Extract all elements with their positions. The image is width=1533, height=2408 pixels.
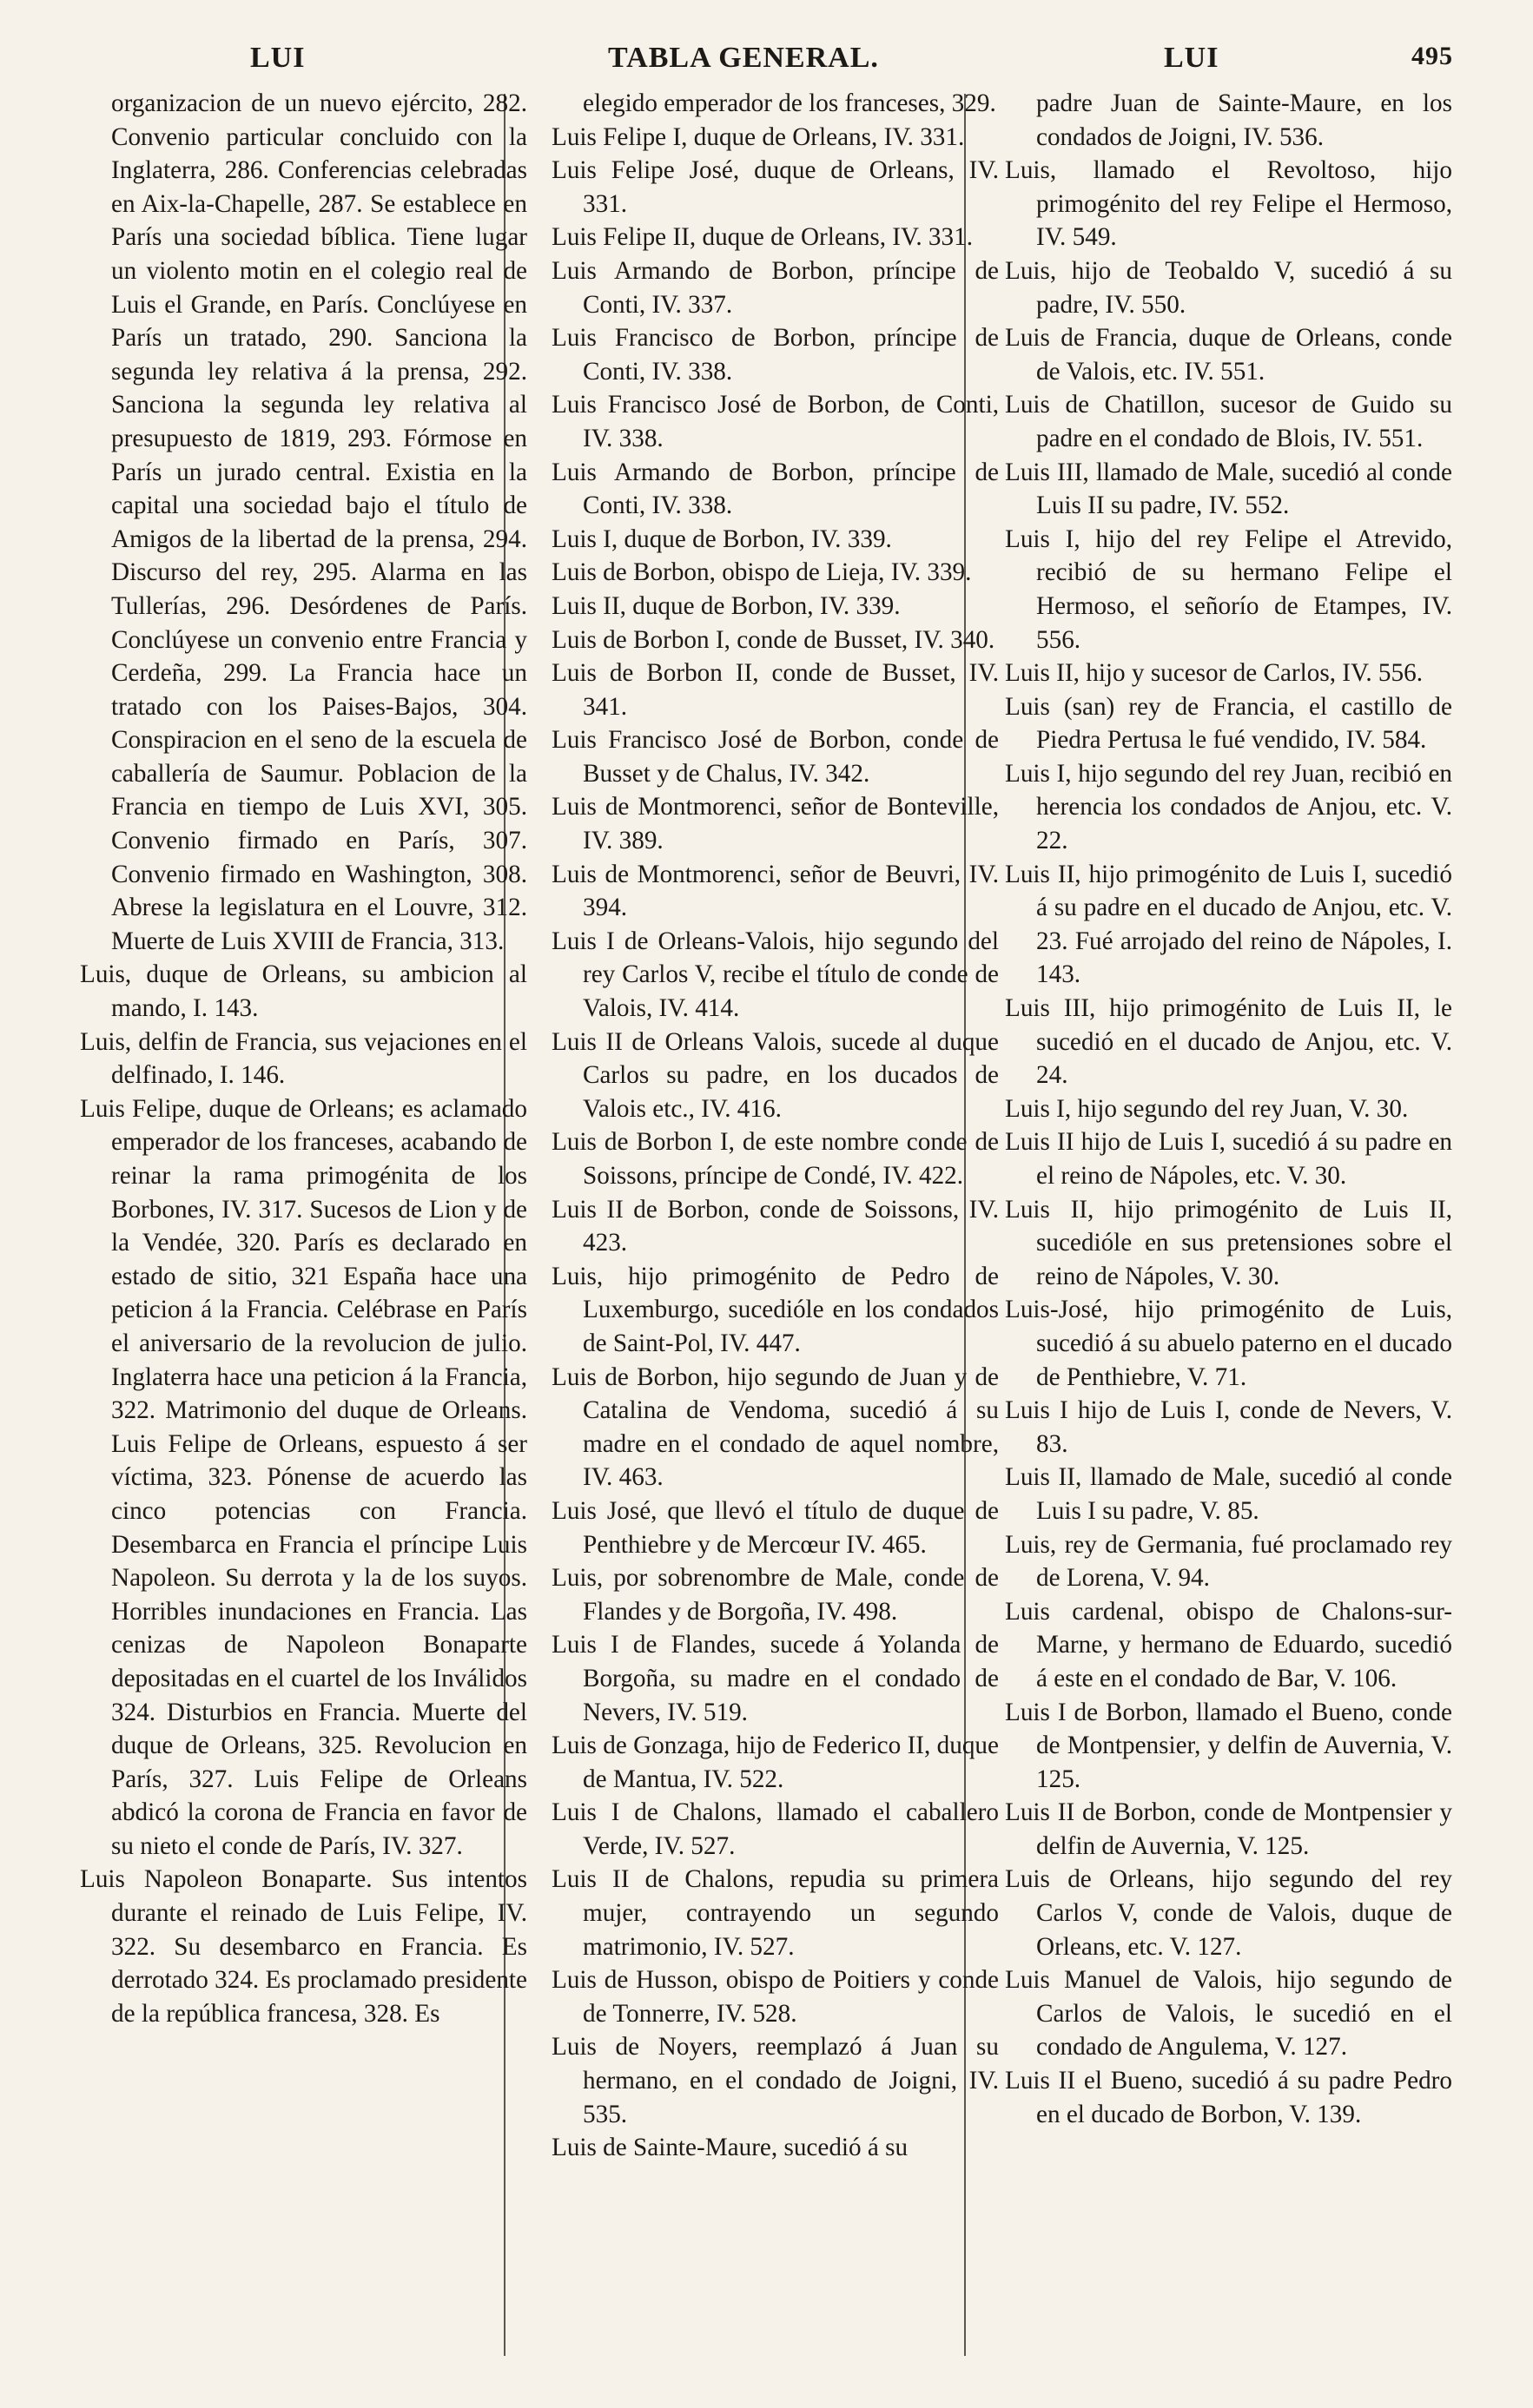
index-entry: Luis Felipe I, duque de Orleans, IV. 331. bbox=[552, 122, 965, 151]
index-entry: Luis Felipe, duque de Orleans; es aclamado emperador de los franceses, acabando de reinar la rama primogénita de los Borbones, IV. 317. Sucesos de Lion y de la Vendée, 320. París es declarado en estado de sitio, 321 España hace una peticion á la Francia. Celébrase en París el aniversario de la revolucion de julio. Inglaterra hace una peticion á la Francia, 322. Matrimonio del duque de Orleans. Luis Felipe de Orleans, espuesto á ser víctima, 323. Pónense de acuerdo las cinco potencias con Francia. Desembarca en Francia el príncipe Luis Napoleon. Su derrota y la de los suyos. Horribles inundaciones en Francia. Las cenizas de Napoleon Bonaparte depositadas en el cuartel de los Inválidos 324. Disturbios en Francia. Muerte del duque de Orleans, 325. Revolucion en París, 327. Luis Felipe de Orleans abdicó la corona de Francia en favor de su nieto el conde de París, IV. 327. bbox=[80, 1094, 527, 1860]
index-entry: Luis I de Chalons, llamado el caballero Verde, IV. 527. bbox=[552, 1798, 999, 1860]
index-entry: Luis de Francia, duque de Orleans, conde de Valois, etc. IV. 551. bbox=[1005, 324, 1452, 386]
index-entry: Luis II de Orleans Valois, sucede al duque Carlos su padre, en los ducados de Valois etc., IV. 416. bbox=[552, 1027, 999, 1123]
index-entry: Luis de Borbon I, conde de Busset, IV. 340. bbox=[552, 625, 995, 654]
index-entry: Luis II de Chalons, repudia su primera mujer, contrayendo un segundo matrimonio, IV. 527. bbox=[552, 1865, 999, 1961]
index-entry: Luis Armando de Borbon, príncipe de Conti, IV. 337. bbox=[552, 256, 999, 319]
index-entry: Luis Felipe José, duque de Orleans, IV. 331. bbox=[552, 156, 999, 218]
index-entry: Luis II de Borbon, conde de Soissons, IV. 423. bbox=[552, 1195, 999, 1257]
index-entry: Luis, hijo de Teobaldo V, sucedió á su padre, IV. 550. bbox=[1005, 256, 1452, 319]
index-column-2 bbox=[552, 87, 999, 2165]
page-number: 495 bbox=[1411, 42, 1453, 70]
index-entry: elegido emperador de los franceses, 329. bbox=[583, 89, 996, 117]
index-entry: Luis Felipe II, duque de Orleans, IV. 331. bbox=[552, 223, 974, 252]
index-entry: Luis, por sobrenombre de Male, conde de Flandes y de Borgoña, IV. 498. bbox=[552, 1564, 999, 1626]
index-entry: Luis, rey de Germania, fué proclamado rey de Lorena, V. 94. bbox=[1005, 1530, 1452, 1593]
index-entry: Luis-José, hijo primogénito de Luis, sucedió á su abuelo paterno en el ducado de Penthiebre, V. 71. bbox=[1005, 1296, 1452, 1391]
index-entry: Luis III, llamado de Male, sucedió al conde Luis II su padre, IV. 552. bbox=[1005, 458, 1452, 520]
running-header bbox=[0, 42, 1533, 85]
index-entry: Luis I de Borbon, llamado el Bueno, conde de Montpensier, y delfin de Auvernia, V. 125. bbox=[1005, 1698, 1452, 1793]
index-entry: Luis Armando de Borbon, príncipe de Conti, IV. 338. bbox=[552, 458, 999, 520]
index-entry: Luis, hijo primogénito de Pedro de Luxemburgo, sucedióle en los condados de Saint-Pol, IV. 447. bbox=[552, 1262, 999, 1357]
index-entry: Luis I hijo de Luis I, conde de Nevers, V. 83. bbox=[1005, 1396, 1452, 1458]
index-entry: Luis I de Orleans-Valois, hijo segundo del rey Carlos V, recibe el título de conde de Valois, IV. 414. bbox=[552, 927, 999, 1023]
index-entry: Luis II, llamado de Male, sucedió al conde Luis I su padre, V. 85. bbox=[1005, 1463, 1452, 1525]
index-entry: Luis I de Flandes, sucede á Yolanda de Borgoña, su madre en el condado de Nevers, IV. 519. bbox=[552, 1631, 999, 1726]
index-entry: Luis de Husson, obispo de Poitiers y conde de Tonnerre, IV. 528. bbox=[552, 1966, 999, 2028]
index-entry: organizacion de un nuevo ejército, 282. Convenio particular concluido con la Inglaterra, 286. Conferencias celebradas en Aix-la-Chapelle, 287. Se establece en París una sociedad bíblica. Tiene lugar un violento motin en el colegio real de Luis el Grande, en París. Conclúyese en París un tratado, 290. Sanciona la segunda ley relativa á la prensa, 292. Sanciona la segunda ley relativa al presupuesto de 1819, 293. Fórmose en París un jurado central. Existia en la capital una sociedad bajo el título de Amigos de la libertad de la prensa, 294. Discurso del rey, 295. Alarma en las Tullerías, 296. Desórdenes de París. Conclúyese un convenio entre Francia y Cerdeña, 299. La Francia hace un tratado con los Paises-Bajos, 304. Conspiracion en el seno de la escuela de caballería de Saumur. Poblacion de la Francia en tiempo de Luis XVI, 305. Convenio firmado en París, 307. Convenio firmado en Washington, 308. Abrese la legislatura en el Louvre, 312. Muerte de Luis XVIII de Francia, 313. bbox=[111, 89, 527, 955]
index-entry: Luis de Sainte-Maure, sucedió á su bbox=[552, 2134, 909, 2162]
index-entry: Luis de Orleans, hijo segundo del rey Carlos V, conde de Valois, duque de Orleans, etc. V. 127. bbox=[1005, 1865, 1452, 1961]
index-entry: Luis José, que llevó el título de duque de Penthiebre y de Mercœur IV. 465. bbox=[552, 1496, 999, 1559]
index-entry: Luis II de Borbon, conde de Montpensier y delfin de Auvernia, V. 125. bbox=[1005, 1798, 1452, 1860]
header-left-keyword: LUI bbox=[250, 42, 306, 74]
index-entry: Luis II hijo de Luis I, sucedió á su padre en el reino de Nápoles, etc. V. 30. bbox=[1005, 1128, 1452, 1190]
index-entry: Luis I, hijo segundo del rey Juan, recibió en herencia los condados de Anjou, etc. V. 22. bbox=[1005, 759, 1452, 855]
index-entry: Luis II, duque de Borbon, IV. 339. bbox=[552, 591, 901, 620]
index-entry: Luis Francisco José de Borbon, de Conti, IV. 338. bbox=[552, 391, 999, 452]
header-right-keyword: LUI bbox=[1164, 42, 1219, 74]
index-entry: Luis, llamado el Revoltoso, hijo primogénito del rey Felipe el Hermoso, IV. 549. bbox=[1005, 156, 1452, 252]
index-entry: Luis III, hijo primogénito de Luis II, le sucedió en el ducado de Anjou, etc. V. 24. bbox=[1005, 994, 1452, 1090]
index-entry: Luis II el Bueno, sucedió á su padre Pedro en el ducado de Borbon, V. 139. bbox=[1005, 2067, 1452, 2128]
index-entry: Luis, duque de Orleans, su ambicion al mando, I. 143. bbox=[80, 960, 527, 1023]
index-entry: Luis (san) rey de Francia, el castillo de Piedra Pertusa le fué vendido, IV. 584. bbox=[1005, 692, 1452, 755]
index-entry: Luis Francisco José de Borbon, conde de Busset y de Chalus, IV. 342. bbox=[552, 726, 999, 788]
index-column-3 bbox=[1005, 87, 1452, 2131]
index-entry: Luis Francisco de Borbon, príncipe de Conti, IV. 338. bbox=[552, 324, 999, 386]
index-entry: Luis, delfin de Francia, sus vejaciones en el delfinado, I. 146. bbox=[80, 1027, 527, 1090]
index-entry: Luis II, hijo primogénito de Luis II, sucedióle en sus pretensiones sobre el reino de Nápoles, V. 30. bbox=[1005, 1195, 1452, 1290]
index-entry: Luis I, hijo del rey Felipe el Atrevido, recibió de su hermano Felipe el Hermoso, el señorío de Etampes, IV. 556. bbox=[1005, 524, 1452, 654]
index-entry: Luis II, hijo primogénito de Luis I, sucedió á su padre en el ducado de Anjou, etc. V. 23. Fué arrojado del reino de Nápoles, I. 143. bbox=[1005, 860, 1452, 989]
index-entry: Luis de Montmorenci, señor de Beuvri, IV. 394. bbox=[552, 860, 999, 922]
index-entry: Luis de Noyers, reemplazó á Juan su hermano, en el condado de Joigni, IV. 535. bbox=[552, 2033, 999, 2128]
index-entry: Luis de Montmorenci, señor de Bonteville, IV. 389. bbox=[552, 793, 999, 855]
index-entry: Luis I, hijo segundo del rey Juan, V. 30. bbox=[1005, 1094, 1409, 1123]
index-entry: Luis cardenal, obispo de Chalons-sur-Marne, y hermano de Eduardo, sucedió á este en el condado de Bar, V. 106. bbox=[1005, 1597, 1452, 1692]
index-entry: Luis de Borbon, obispo de Lieja, IV. 339. bbox=[552, 558, 972, 587]
index-entry: Luis de Borbon II, conde de Busset, IV. 341. bbox=[552, 659, 999, 721]
index-entry: Luis de Gonzaga, hijo de Federico II, duque de Mantua, IV. 522. bbox=[552, 1732, 999, 1793]
index-entry: Luis Napoleon Bonaparte. Sus intentos durante el reinado de Luis Felipe, IV. 322. Su desembarco en Francia. Es derrotado 324. Es proclamado presidente de la república francesa, 328. Es bbox=[80, 1865, 527, 2028]
index-entry: Luis II, hijo y sucesor de Carlos, IV. 556. bbox=[1005, 659, 1423, 688]
index-entry: Luis Manuel de Valois, hijo segundo de Carlos de Valois, le sucedió en el condado de Angulema, V. 127. bbox=[1005, 1966, 1452, 2062]
header-title: TABLA GENERAL. bbox=[608, 42, 879, 74]
index-entry: Luis de Chatillon, sucesor de Guido su padre en el condado de Blois, IV. 551. bbox=[1005, 391, 1452, 452]
index-entry: Luis de Borbon, hijo segundo de Juan y de Catalina de Vendoma, sucedió á su madre en el condado de aquel nombre, IV. 463. bbox=[552, 1362, 999, 1492]
index-entry: Luis I, duque de Borbon, IV. 339. bbox=[552, 524, 892, 553]
index-entry: Luis de Borbon I, de este nombre conde de Soissons, príncipe de Condé, IV. 422. bbox=[552, 1128, 999, 1190]
index-column-1 bbox=[80, 87, 527, 2030]
index-entry: padre Juan de Sainte-Maure, en los condados de Joigni, IV. 536. bbox=[1036, 89, 1452, 151]
